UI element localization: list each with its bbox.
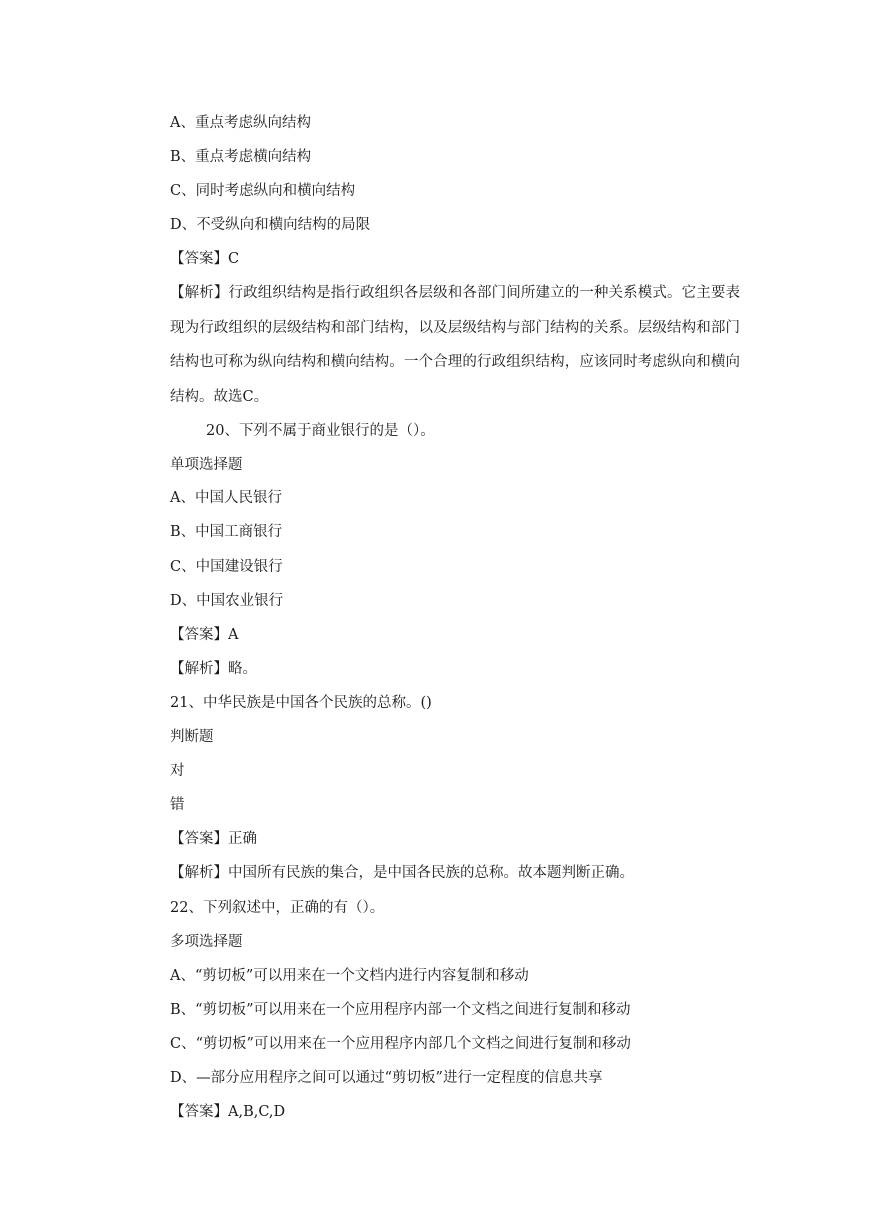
q22-option-d: D、—部分应用程序之间可以通过“剪切板”进行一定程度的信息共享: [170, 1070, 603, 1086]
q22-question: 22、下列叙述中，正确的有（）。: [170, 900, 385, 916]
q21-option-false: 错: [170, 797, 185, 813]
q22-option-c: C、“剪切板”可以用来在一个应用程序内部几个文档之间进行复制和移动: [170, 1036, 631, 1052]
q20-question: 20、下列不属于商业银行的是（）。: [206, 423, 435, 439]
q19-option-a: A、重点考虑纵向结构: [170, 115, 311, 131]
q21-answer: 【答案】正确: [170, 831, 257, 847]
q21-option-true: 对: [170, 763, 185, 779]
q19-answer: 【答案】C: [170, 251, 240, 267]
q20-option-b: B、中国工商银行: [170, 524, 283, 540]
q20-option-c: C、中国建设银行: [170, 559, 283, 575]
q22-option-a: A、“剪切板”可以用来在一个文档内进行内容复制和移动: [170, 968, 529, 984]
q20-option-a: A、中国人民银行: [170, 490, 282, 506]
q21-analysis: 【解析】中国所有民族的集合，是中国各民族的总称。故本题判断正确。: [170, 865, 634, 881]
q20-option-d: D、中国农业银行: [170, 593, 284, 609]
q19-option-d: D、不受纵向和横向结构的局限: [170, 217, 371, 233]
q20-answer: 【答案】A: [170, 627, 239, 643]
q19-option-c: C、同时考虑纵向和横向结构: [170, 183, 356, 199]
q21-type: 判断题: [170, 729, 214, 745]
q21-question: 21、中华民族是中国各个民族的总称。(): [170, 695, 432, 711]
q19-analysis: 【解析】行政组织结构是指行政组织各层级和各部门间所建立的一种关系模式。它主要表现为行政组织的层级结构和部门结构，以及层级结构与部门结构的关系。层级结构和部门结构也可称为纵向结构和横向结构。一个合理的行政组织结构，应该同时考虑纵向和横向结构。故选C。: [170, 285, 740, 405]
q20-type: 单项选择题: [170, 457, 243, 473]
q22-answer: 【答案】A,B,C,D: [170, 1104, 286, 1120]
q22-option-b: B、“剪切板”可以用来在一个应用程序内部一个文档之间进行复制和移动: [170, 1002, 631, 1018]
q22-type: 多项选择题: [170, 934, 243, 950]
q19-option-b: B、重点考虑横向结构: [170, 149, 312, 165]
q20-analysis: 【解析】略。: [170, 661, 257, 677]
